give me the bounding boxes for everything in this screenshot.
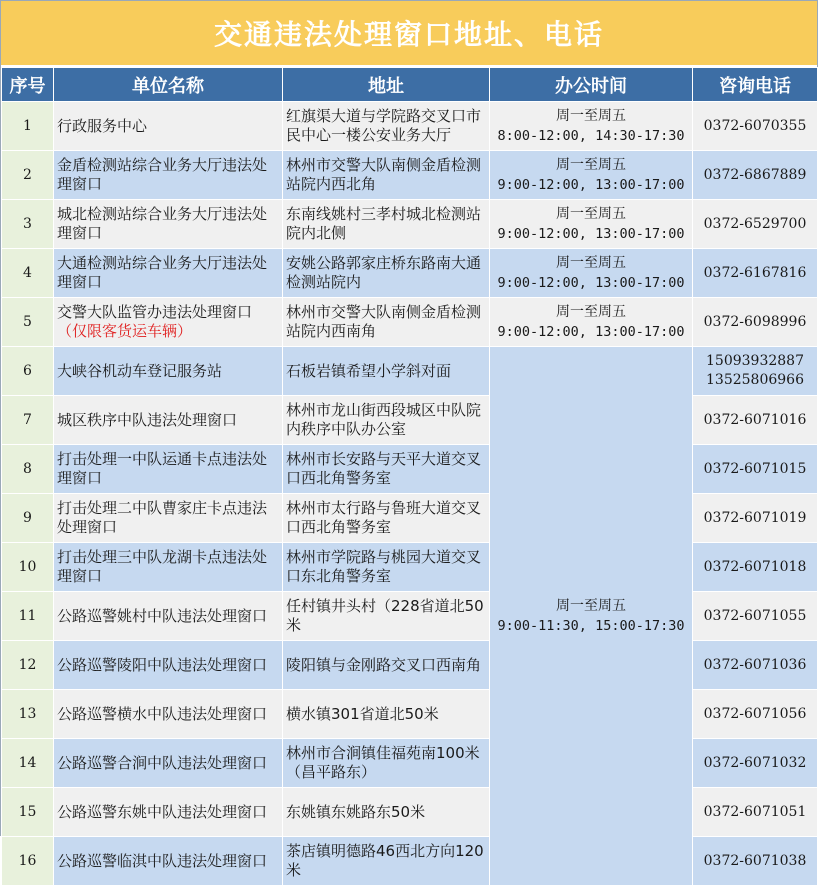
unit-name: 城北检测站综合业务大厅违法处理窗口	[57, 205, 268, 242]
unit-name: 打击处理一中队运通卡点违法处理窗口	[57, 450, 268, 487]
unit-name-cell	[54, 445, 283, 494]
header-phone: 咨询电话	[693, 68, 818, 102]
table-row	[2, 298, 818, 347]
unit-name: 打击处理三中队龙湖卡点违法处理窗口	[57, 548, 268, 585]
unit-name-cell	[54, 788, 283, 837]
phone-number: 0372-6071038	[703, 852, 807, 869]
row-index: 3	[2, 200, 54, 249]
address-cell: 东姚镇东姚路东50米	[283, 788, 490, 837]
unit-name: 大通检测站综合业务大厅违法处理窗口	[57, 254, 268, 291]
table-row	[2, 102, 818, 151]
phone-number: 0372-6529700	[703, 215, 807, 232]
unit-name-cell	[54, 641, 283, 690]
phone-number: 0372-6071016	[703, 411, 807, 428]
table-row	[2, 151, 818, 200]
address-cell: 石板岩镇希望小学斜对面	[283, 347, 490, 396]
address-cell: 林州市学院路与桃园大道交叉口东北角警务室	[283, 543, 490, 592]
table-row	[2, 690, 818, 739]
row-index: 4	[2, 249, 54, 298]
table-row	[2, 200, 818, 249]
phone-cell	[693, 396, 818, 445]
phone-number: 0372-6071019	[703, 509, 807, 526]
unit-name-cell	[54, 151, 283, 200]
unit-name-cell	[54, 200, 283, 249]
phone-cell	[693, 494, 818, 543]
unit-name-cell	[54, 494, 283, 543]
office-hours-cell	[490, 102, 693, 151]
unit-name: 公路巡警临淇中队违法处理窗口	[57, 851, 268, 870]
address-cell: 林州市龙山街西段城区中队院内秩序中队办公室	[283, 396, 490, 445]
unit-name: 公路巡警姚村中队违法处理窗口	[57, 606, 268, 625]
unit-name: 公路巡警陵阳中队违法处理窗口	[57, 655, 268, 674]
phone-number-secondary: 13525806966	[706, 372, 804, 388]
page-title: 交通违法处理窗口地址、电话	[1, 1, 817, 67]
table-row	[2, 249, 818, 298]
phone-cell	[693, 788, 818, 837]
office-hours-cell	[490, 249, 693, 298]
phone-number: 15093932887	[706, 353, 804, 369]
phone-number: 0372-6070355	[703, 117, 807, 134]
phone-cell	[693, 151, 818, 200]
row-index: 11	[2, 592, 54, 641]
phone-cell	[693, 445, 818, 494]
address-cell: 林州市太行路与鲁班大道交叉口西北角警务室	[283, 494, 490, 543]
row-index: 9	[2, 494, 54, 543]
row-index: 15	[2, 788, 54, 837]
phone-number: 0372-6071055	[703, 607, 807, 624]
office-days: 周一至周五	[556, 255, 626, 271]
phone-cell	[693, 543, 818, 592]
office-days: 周一至周五	[556, 598, 626, 614]
address-cell: 安姚公路郭家庄桥东路南大通检测站院内	[283, 249, 490, 298]
unit-name: 打击处理二中队曹家庄卡点违法处理窗口	[57, 499, 268, 536]
table-row	[2, 445, 818, 494]
table-row	[2, 543, 818, 592]
row-index: 7	[2, 396, 54, 445]
row-index: 6	[2, 347, 54, 396]
phone-cell	[693, 690, 818, 739]
row-index: 13	[2, 690, 54, 739]
row-index: 1	[2, 102, 54, 151]
phone-cell	[693, 298, 818, 347]
row-index: 14	[2, 739, 54, 788]
table-row	[2, 494, 818, 543]
office-days: 周一至周五	[556, 304, 626, 320]
address-cell: 东南线姚村三孝村城北检测站院内北侧	[283, 200, 490, 249]
phone-cell	[693, 641, 818, 690]
address-cell: 任村镇井头村（228省道北50米	[283, 592, 490, 641]
office-hours: 9:00-11:30, 15:00-17:30	[497, 618, 685, 634]
table-row	[2, 347, 818, 396]
phone-cell	[693, 249, 818, 298]
unit-name: 公路巡警横水中队违法处理窗口	[57, 704, 268, 723]
office-days: 周一至周五	[556, 157, 626, 173]
phone-number: 0372-6071018	[703, 558, 807, 575]
row-index: 10	[2, 543, 54, 592]
office-hours: 8:00-12:00, 14:30-17:30	[497, 128, 685, 144]
unit-name-cell	[54, 347, 283, 396]
header-row	[2, 68, 818, 102]
office-table	[1, 67, 818, 886]
header-office-hours: 办公时间	[490, 68, 693, 102]
office-hours-cell	[490, 151, 693, 200]
header-address: 地址	[283, 68, 490, 102]
unit-name: 行政服务中心	[57, 116, 148, 135]
address-cell: 茶店镇明德路46西北方向120米	[283, 837, 490, 886]
table-row	[2, 592, 818, 641]
unit-name-cell	[54, 396, 283, 445]
address-cell: 陵阳镇与金刚路交叉口西南角	[283, 641, 490, 690]
phone-number: 0372-6071056	[703, 705, 807, 722]
phone-number: 0372-6071051	[703, 803, 807, 820]
unit-name-cell	[54, 592, 283, 641]
address-cell: 横水镇301省道北50米	[283, 690, 490, 739]
unit-name: 公路巡警合涧中队违法处理窗口	[57, 753, 268, 772]
office-hours-cell	[490, 200, 693, 249]
table-row	[2, 739, 818, 788]
phone-number: 0372-6071015	[703, 460, 807, 477]
unit-name-cell	[54, 690, 283, 739]
unit-name-cell	[54, 543, 283, 592]
unit-name-cell	[54, 739, 283, 788]
unit-name-cell	[54, 102, 283, 151]
phone-cell	[693, 739, 818, 788]
address-cell: 林州市交警大队南侧金盾检测站院内西北角	[283, 151, 490, 200]
table-row	[2, 396, 818, 445]
office-hours: 9:00-12:00, 13:00-17:00	[497, 177, 685, 193]
row-index: 5	[2, 298, 54, 347]
table-row	[2, 837, 818, 886]
merged-office-hours-cell	[490, 347, 693, 886]
address-cell: 红旗渠大道与学院路交叉口市民中心一楼公安业务大厅	[283, 102, 490, 151]
header-unit-name: 单位名称	[54, 68, 283, 102]
unit-name: 金盾检测站综合业务大厅违法处理窗口	[57, 156, 268, 193]
row-index: 12	[2, 641, 54, 690]
phone-number: 0372-6167816	[703, 264, 807, 281]
phone-cell	[693, 200, 818, 249]
row-index: 2	[2, 151, 54, 200]
office-hours: 9:00-12:00, 13:00-17:00	[497, 226, 685, 242]
unit-name-cell	[54, 837, 283, 886]
row-index: 16	[2, 837, 54, 886]
unit-name: 交警大队监管办违法处理窗口	[57, 303, 253, 321]
unit-name-cell	[54, 298, 283, 347]
phone-number: 0372-6867889	[703, 166, 807, 183]
row-index: 8	[2, 445, 54, 494]
office-days: 周一至周五	[556, 108, 626, 124]
header-index: 序号	[2, 68, 54, 102]
table-row	[2, 788, 818, 837]
phone-cell	[693, 347, 818, 396]
office-hours: 9:00-12:00, 13:00-17:00	[497, 324, 685, 340]
table-row	[2, 641, 818, 690]
phone-number: 0372-6071032	[703, 754, 807, 771]
unit-name-cell	[54, 249, 283, 298]
address-cell: 林州市合涧镇佳福苑南100米（昌平路东）	[283, 739, 490, 788]
address-cell: 林州市长安路与天平大道交叉口西北角警务室	[283, 445, 490, 494]
unit-name: 大峡谷机动车登记服务站	[57, 361, 223, 380]
restriction-note: （仅限客货运车辆）	[57, 322, 193, 340]
unit-name: 城区秩序中队违法处理窗口	[57, 410, 238, 429]
phone-cell	[693, 102, 818, 151]
table-body	[2, 102, 818, 886]
unit-name: 公路巡警东姚中队违法处理窗口	[57, 802, 268, 821]
phone-cell	[693, 592, 818, 641]
office-days: 周一至周五	[556, 206, 626, 222]
phone-cell	[693, 837, 818, 886]
address-cell: 林州市交警大队南侧金盾检测站院内西南角	[283, 298, 490, 347]
office-hours: 9:00-12:00, 13:00-17:00	[497, 275, 685, 291]
office-hours-cell	[490, 298, 693, 347]
phone-number: 0372-6098996	[703, 313, 807, 330]
phone-number: 0372-6071036	[703, 656, 807, 673]
